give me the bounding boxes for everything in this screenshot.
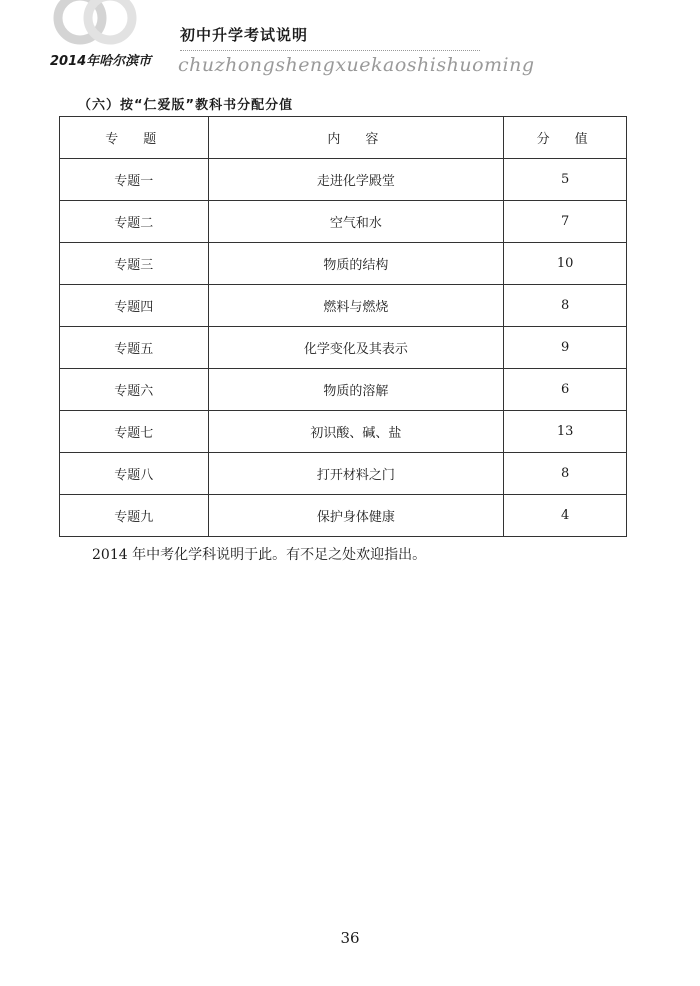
table-row (60, 411, 627, 453)
table-row (60, 285, 627, 327)
topic-cell: 专题六 (60, 369, 209, 411)
score-cell: 8 (504, 453, 627, 495)
table-row (60, 495, 627, 537)
page-number: 36 (340, 929, 360, 947)
content-cell: 保护身体健康 (208, 495, 504, 537)
header-topic: 专 题 (60, 117, 209, 159)
content-cell: 物质的结构 (208, 243, 504, 285)
header-city-year: 2014年哈尔滨市 (50, 54, 152, 69)
score-cell: 7 (504, 201, 627, 243)
topic-cell: 专题二 (60, 201, 209, 243)
content-cell: 空气和水 (208, 201, 504, 243)
header-title: 初中升学考试说明 (180, 26, 309, 44)
header-score: 分 值 (504, 117, 627, 159)
header-divider (180, 50, 480, 51)
topic-cell: 专题九 (60, 495, 209, 537)
table-row (60, 369, 627, 411)
score-cell: 10 (504, 243, 627, 285)
table-row (60, 201, 627, 243)
header-pinyin: chuzhongshengxuekaoshishuoming (178, 54, 535, 76)
header-content: 内 容 (208, 117, 504, 159)
topic-cell: 专题七 (60, 411, 209, 453)
content-cell: 物质的溶解 (208, 369, 504, 411)
content-cell: 初识酸、碱、盐 (208, 411, 504, 453)
topic-cell: 专题四 (60, 285, 209, 327)
closing-paragraph: 2014 年中考化学科说明于此。有不足之处欢迎指出。 (92, 547, 427, 563)
table-row (60, 453, 627, 495)
score-allocation-table (59, 116, 627, 537)
content-cell: 燃料与燃烧 (208, 285, 504, 327)
table-row (60, 159, 627, 201)
score-cell: 6 (504, 369, 627, 411)
section-heading: （六）按“仁爱版”教科书分配分值 (78, 98, 294, 113)
score-cell: 5 (504, 159, 627, 201)
score-cell: 4 (504, 495, 627, 537)
topic-cell: 专题一 (60, 159, 209, 201)
score-cell: 13 (504, 411, 627, 453)
score-cell: 9 (504, 327, 627, 369)
content-cell: 打开材料之门 (208, 453, 504, 495)
topic-cell: 专题八 (60, 453, 209, 495)
content-cell: 走进化学殿堂 (208, 159, 504, 201)
topic-cell: 专题三 (60, 243, 209, 285)
table-header-row (60, 117, 627, 159)
table-row (60, 243, 627, 285)
content-cell: 化学变化及其表示 (208, 327, 504, 369)
table-row (60, 327, 627, 369)
score-cell: 8 (504, 285, 627, 327)
topic-cell: 专题五 (60, 327, 209, 369)
